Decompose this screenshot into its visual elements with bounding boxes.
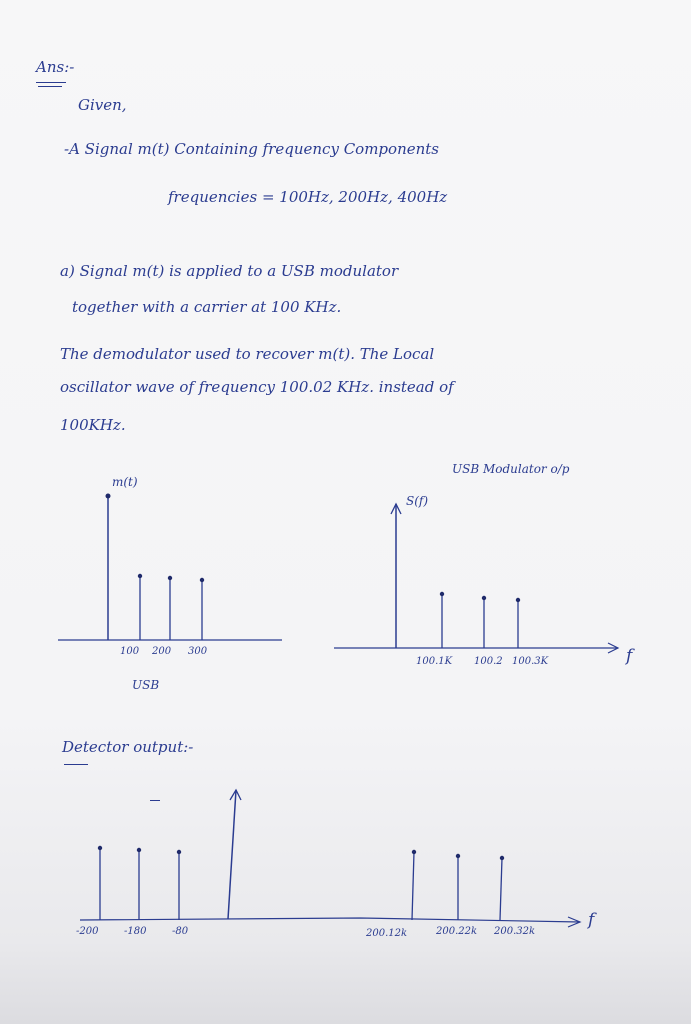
problem-line-5: The demodulator used to recover m(t). The Local [60,345,435,363]
det-tick-r3: 200.32k [494,926,536,937]
given-label: Given, [78,96,127,114]
answer-label: Ans:- [36,58,75,76]
det-dot-r3 [500,856,504,860]
det-tick-l3: -80 [172,926,189,937]
mt-ylabel: m(t) [112,475,138,489]
det-dot-r1 [412,850,416,854]
det-tick-r2: 200.22k [436,926,478,937]
problem-line-6: oscillator wave of frequency 100.02 KHz. instead of [60,378,454,396]
det-tick-r1: 200.12k [366,928,408,939]
problem-line-2: frequencies = 100Hz, 200Hz, 400Hz [168,188,448,206]
mt-caption: USB [132,678,160,692]
problem-line-3: a) Signal m(t) is applied to a USB modulator [60,262,399,280]
sf-tick-3: 100.3K [512,656,549,667]
det-dot-l2 [137,848,141,852]
det-xlabel: f [588,910,595,930]
sf-ylabel: S(f) [406,494,429,508]
sf-xlabel: f [626,646,633,666]
sf-title: USB Modulator o/p [452,462,570,476]
mt-tick-100: 100 [120,646,140,657]
mt-tick-200: 200 [152,646,172,657]
sf-tick-2: 100.2 [474,656,503,667]
det-carrier-line [228,790,236,919]
det-tick-l1: -200 [76,926,99,937]
problem-line-1: -A Signal m(t) Containing frequency Components [64,140,439,158]
det-dot-r2 [456,854,460,858]
det-line-r3 [500,858,502,920]
mt-tick-300: 300 [188,646,208,657]
det-x-axis [80,918,580,922]
det-dot-l1 [98,846,102,850]
det-title: Detector output:- [62,738,194,756]
det-dot-l3 [177,850,181,854]
det-tick-l2: -180 [124,926,147,937]
det-line-r1 [412,852,414,920]
problem-line-7: 100KHz. [60,416,126,434]
problem-line-4: together with a carrier at 100 KHz. [72,298,342,316]
sf-tick-1: 100.1K [416,656,453,667]
